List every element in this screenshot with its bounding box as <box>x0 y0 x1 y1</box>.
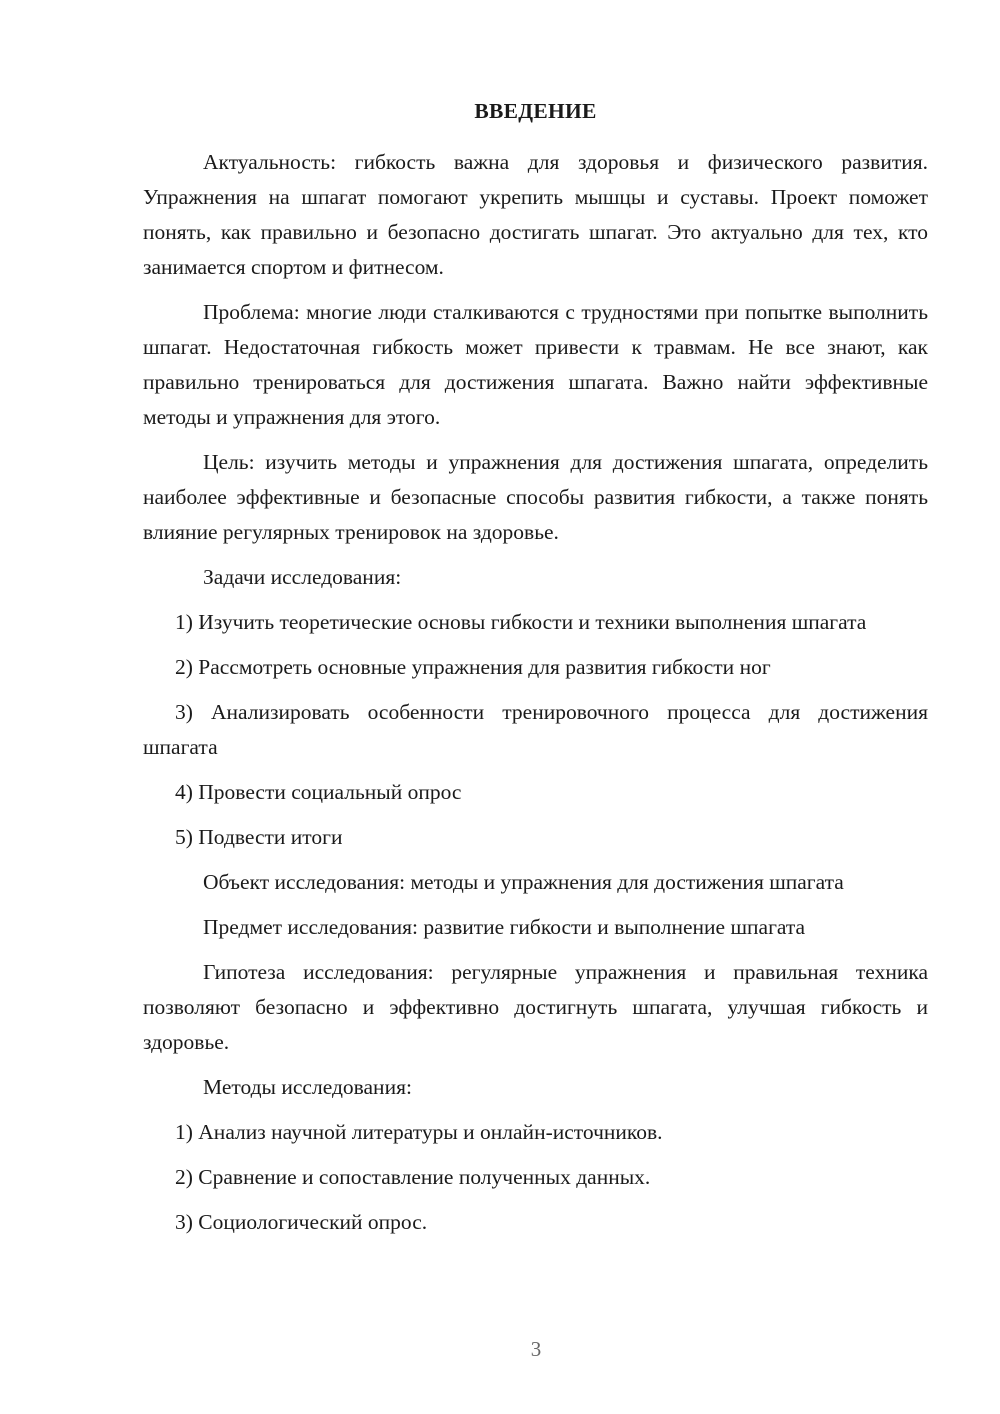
hypothesis-paragraph: Гипотеза исследования: регулярные упражнения и правильная техника позволяют безопасно и эффективно достигнуть шпагата, улучшая гибкость и здоровье. <box>143 960 928 1054</box>
relevance-paragraph: Актуальность: гибкость важна для здоровья и физического развития. Упражнения на шпагат помогают укрепить мышцы и суставы. Проект поможет понять, как правильно и безопасно достигать шпагат. Это актуально для тех, кто занимается спортом и фитнесом. <box>143 150 928 279</box>
tasks-title: Задачи исследования: <box>203 565 402 589</box>
task-item-4: 4) Провести социальный опрос <box>175 780 462 804</box>
goal-paragraph: Цель: изучить методы и упражнения для достижения шпагата, определить наиболее эффективные и безопасные способы развития гибкости, а также понять влияние регулярных тренировок на здоровье. <box>143 450 928 544</box>
document-page <box>143 96 928 1250</box>
task-item-2: 2) Рассмотреть основные упражнения для развития гибкости ног <box>175 655 771 679</box>
object-paragraph: Объект исследования: методы и упражнения для достижения шпагата <box>203 870 844 894</box>
method-item-2: 2) Сравнение и сопоставление полученных данных. <box>175 1165 651 1189</box>
method-item-1: 1) Анализ научной литературы и онлайн-источников. <box>175 1120 663 1144</box>
subject-paragraph: Предмет исследования: развитие гибкости и выполнение шпагата <box>203 915 806 939</box>
section-heading: ВВЕДЕНИЕ <box>474 99 597 123</box>
task-item-5: 5) Подвести итоги <box>175 825 343 849</box>
page-number: 3 <box>530 1337 542 1361</box>
methods-title: Методы исследования: <box>203 1075 412 1099</box>
method-item-3: 3) Социологический опрос. <box>175 1210 428 1234</box>
task-item-1: 1) Изучить теоретические основы гибкости и техники выполнения шпагата <box>175 610 867 634</box>
task-item-3: 3) Анализировать особенности тренировочного процесса для достижения шпагата <box>143 700 928 759</box>
problem-paragraph: Проблема: многие люди сталкиваются с трудностями при попытке выполнить шпагат. Недостаточная гибкость может привести к травмам. Не все знают, как правильно тренироваться для достижения шпагата. Важно найти эффективные методы и упражнения для этого. <box>143 300 928 429</box>
